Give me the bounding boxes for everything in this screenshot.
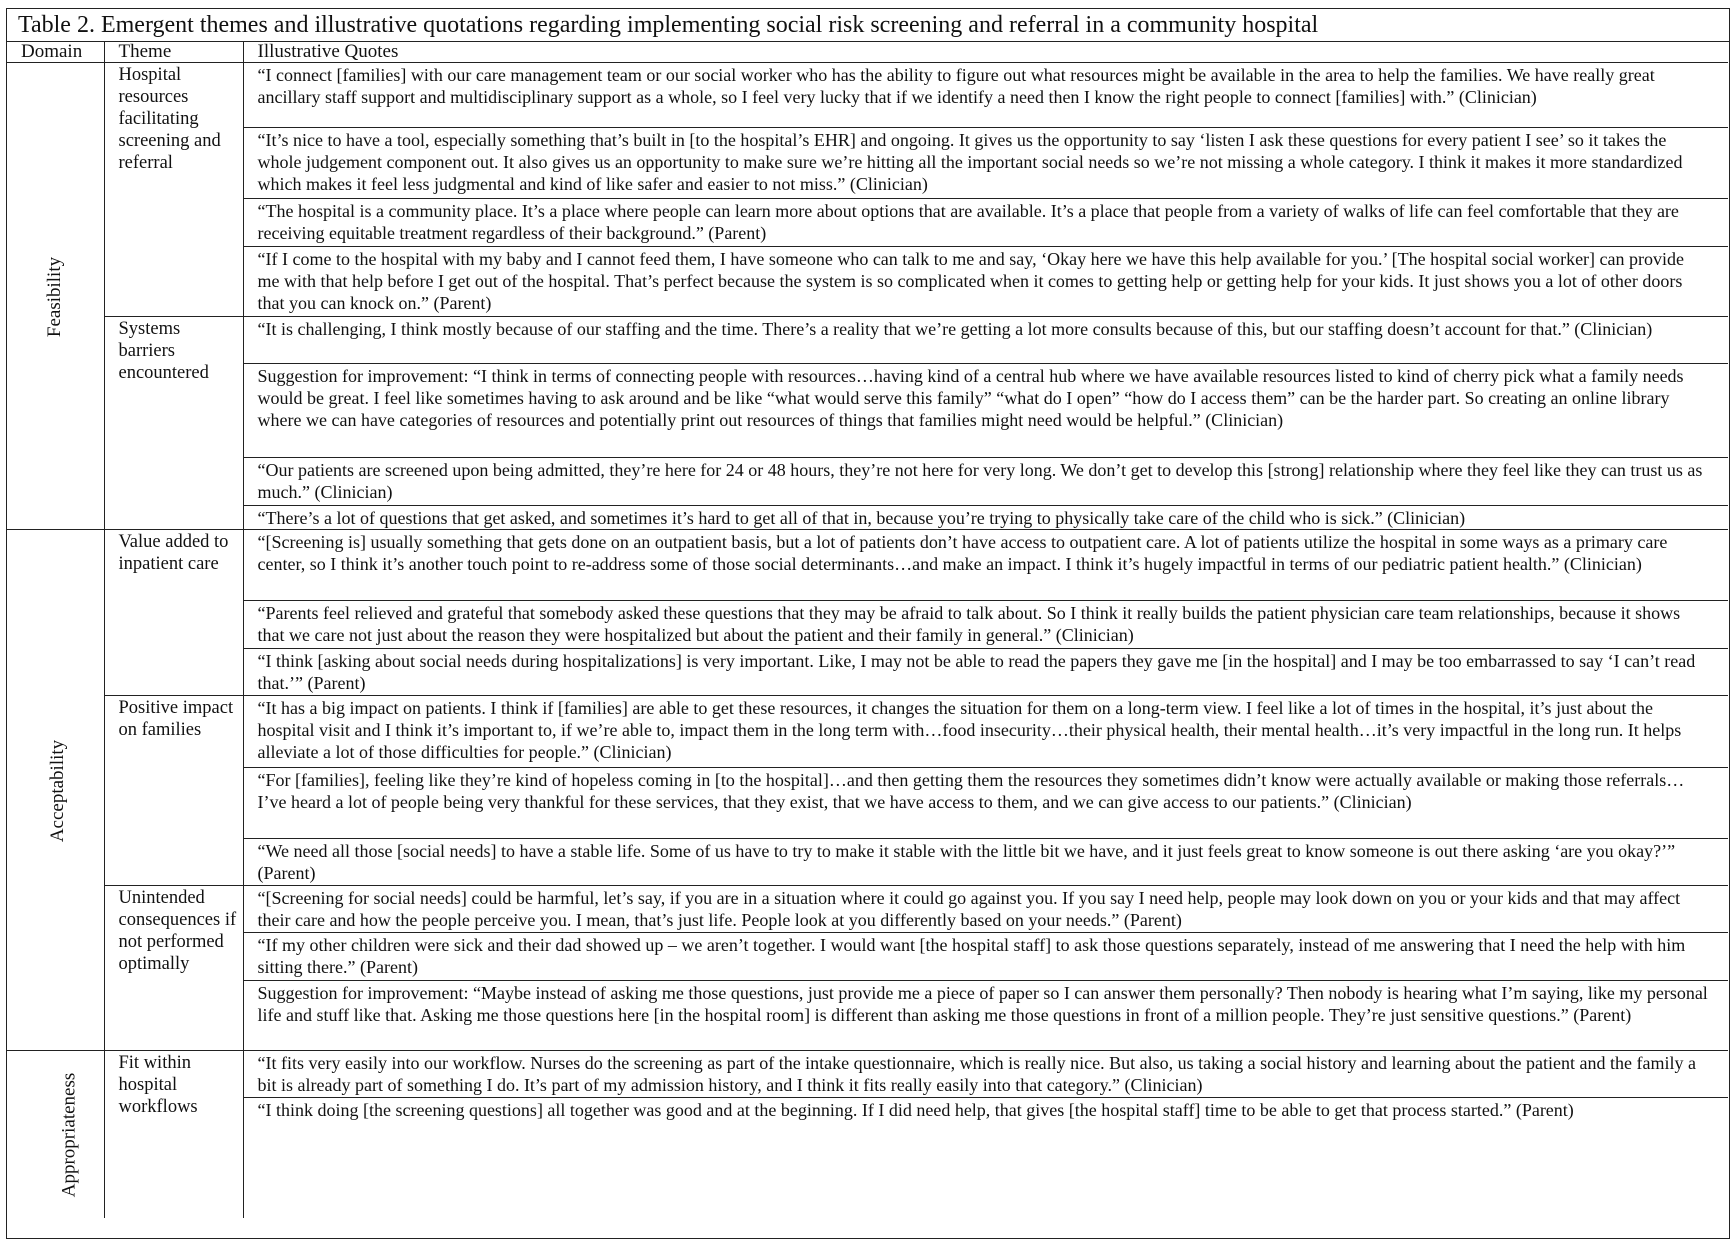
domain-cell <box>7 530 104 1051</box>
theme-cell: Positive impact on families <box>104 696 243 886</box>
table-row <box>7 1051 1728 1098</box>
table-row <box>7 317 1728 364</box>
table-row <box>7 601 1728 649</box>
theme-cell: Systems barriers encountered <box>104 317 243 530</box>
table-row <box>7 63 1728 128</box>
table-row <box>7 768 1728 839</box>
table-document <box>6 8 1730 1239</box>
table-row <box>7 933 1728 981</box>
quote-cell: “Parents feel relieved and grateful that somebody asked these questions that they may be afraid to talk about. So I think it really builds the patient physician care team relationships, because it shows that we care not just about the reason they were hospitalized but about the patient and their family in general.” (Clinician) <box>243 601 1728 649</box>
quote-cell: “The hospital is a community place. It’s a place where people can learn more about options that are available. It’s a place that people from a variety of walks of life can feel comfortable that they are receiving equitable treatment regardless of their background.” (Parent) <box>243 199 1728 247</box>
theme-cell: Fit within hospital workflows <box>104 1051 243 1218</box>
header-quotes: Illustrative Quotes <box>243 42 1728 63</box>
table-row <box>7 696 1728 768</box>
header-row <box>7 42 1728 63</box>
quote-cell: “[Screening for social needs] could be harmful, let’s say, if you are in a situation where it could go against you. If you say I need help, people may look down on you or your kids and that may affect their care and how the people perceive you. I mean, that’s just life. People look at you differently based on your needs.” (Parent) <box>243 886 1728 933</box>
table-row <box>7 506 1728 530</box>
quote-cell: “There’s a lot of questions that get asked, and sometimes it’s hard to get all of that in, because you’re trying to physically take care of the child who is sick.” (Clinician) <box>243 506 1728 530</box>
quote-cell: “If I come to the hospital with my baby and I cannot feed them, I have someone who can talk to me and say, ‘Okay here we have this help available for you.’ [The hospital social worker] can provide me with that help before I get out of the hospital. That’s perfect because the system is so complicated when it comes to getting help or getting help for your kids. It just shows you a lot of other doors that you can knock on.” (Parent) <box>243 247 1728 317</box>
quote-cell: “[Screening is] usually something that gets done on an outpatient basis, but a lot of patients don’t have access to outpatient care. A lot of patients utilize the hospital in some ways as a primary care center, so I think it’s another touch point to re-address some of those social determinants…and make an impact. I think it’s hugely impactful in terms of our pediatric patient health.” (Clinician) <box>243 530 1728 601</box>
quote-cell: “It’s nice to have a tool, especially something that’s built in [to the hospital’s EHR] and ongoing. It gives us the opportunity to say ‘listen I ask these questions for every patient I see’ so it takes the whole judgement component out. It also gives us an opportunity to make sure we’re hitting all the important social needs so we’re not missing a whole category. I think it makes it more standardized which makes it feel less judgmental and kind of like safer and easier to not miss.” (Clinician) <box>243 128 1728 199</box>
table-caption: Table 2. Emergent themes and illustrative quotations regarding implementing social risk screening and referral in a community hospital <box>7 9 1729 42</box>
quote-cell: “I think [asking about social needs during hospitalizations] is very important. Like, I may not be able to read the papers they gave me [in the hospital] and I may be too embarrassed to say ‘I can’t read that.’” (Parent) <box>243 649 1728 696</box>
quote-cell: “We need all those [social needs] to have a stable life. Some of us have to try to make it stable with the little bit we have, and it just feels great to know someone is out there asking ‘are you okay?’” (Parent) <box>243 839 1728 886</box>
header-theme: Theme <box>104 42 243 63</box>
table-row <box>7 1098 1728 1218</box>
quote-cell: “It fits very easily into our workflow. Nurses do the screening as part of the intake questionnaire, which is really nice. But also, us taking a social history and learning about the patient and the family a bit is already part of something I do. It’s part of my admission history, and I think it fits really easily into that category.” (Clinician) <box>243 1051 1728 1098</box>
quote-cell: “If my other children were sick and their dad showed up – we aren’t together. I would want [the hospital staff] to ask those questions separately, instead of me answering that I need the help with him sitting there.” (Parent) <box>243 933 1728 981</box>
table-row <box>7 364 1728 458</box>
table-row <box>7 530 1728 601</box>
table-row <box>7 128 1728 199</box>
table-row <box>7 649 1728 696</box>
table-row <box>7 458 1728 506</box>
table-row <box>7 981 1728 1051</box>
table-row <box>7 247 1728 317</box>
theme-cell: Unintended consequences if not performed optimally <box>104 886 243 1051</box>
quote-cell: “Our patients are screened upon being admitted, they’re here for 24 or 48 hours, they’re not here for very long. We don’t get to develop this [strong] relationship where they feel like they can trust us as much.” (Clinician) <box>243 458 1728 506</box>
theme-cell: Value added to inpatient care <box>104 530 243 696</box>
quote-cell: “I connect [families] with our care management team or our social worker who has the ability to figure out what resources might be available in the area to help the families. We have really great ancillary staff support and multidisciplinary support as a whole, so I feel very lucky that if we identify a need then I know the right people to connect [families] with.” (Clinician) <box>243 63 1728 128</box>
table-row <box>7 199 1728 247</box>
quote-cell: “It is challenging, I think mostly because of our staffing and the time. There’s a reality that we’re getting a lot more consults because of this, but our staffing doesn’t account for that.” (Clinician) <box>243 317 1728 364</box>
domain-label: Feasibility <box>44 256 66 337</box>
quote-cell: “I think doing [the screening questions] all together was good and at the beginning. If I did need help, that gives [the hospital staff] time to be able to get that process started.” (Parent) <box>243 1098 1728 1218</box>
domain-label: Acceptability <box>47 739 69 842</box>
quote-cell: “It has a big impact on patients. I think if [families] are able to get these resources, it changes the situation for them on a long-term view. I feel like a lot of times in the hospital, it’s just about the hospital visit and I think it’s important to, if we’re able to, impact them in the long term with…food insecurity…their physical health, their mental health…it’s very impactful in the long run. It helps alleviate a lot of those difficulties for people.” (Clinician) <box>243 696 1728 768</box>
quote-cell: Suggestion for improvement: “I think in terms of connecting people with resources…having kind of a central hub where we have available resources listed to kind of cherry pick what a family needs would be great. I feel like sometimes having to ask around and be like “what would serve this family” “what do I open” “how do I access them” can be the harder part. So creating an online library where we can have categories of resources and potentially print out resources of things that families might need would be helpful.” (Clinician) <box>243 364 1728 458</box>
domain-label: Appropriateness <box>58 1072 80 1198</box>
header-domain: Domain <box>7 42 104 63</box>
domain-cell <box>7 1051 104 1218</box>
themes-table <box>7 42 1728 1218</box>
theme-cell: Hospital resources facilitating screening and referral <box>104 63 243 317</box>
domain-cell <box>7 63 104 530</box>
quote-cell: Suggestion for improvement: “Maybe instead of asking me those questions, just provide me a piece of paper so I can answer them personally? Then nobody is hearing what I’m saying, like my personal life and stuff like that. Asking me those questions here [in the hospital room] is different than asking me those questions in front of a million people. They’re just sensitive questions.” (Parent) <box>243 981 1728 1051</box>
quote-cell: “For [families], feeling like they’re kind of hopeless coming in [to the hospital]…and then getting them the resources they sometimes didn’t know were actually available or making those referrals…I’ve heard a lot of people being very thankful for these services, that they exist, that we have access to them, and we can give access to our patients.” (Clinician) <box>243 768 1728 839</box>
table-row <box>7 839 1728 886</box>
table-row <box>7 886 1728 933</box>
